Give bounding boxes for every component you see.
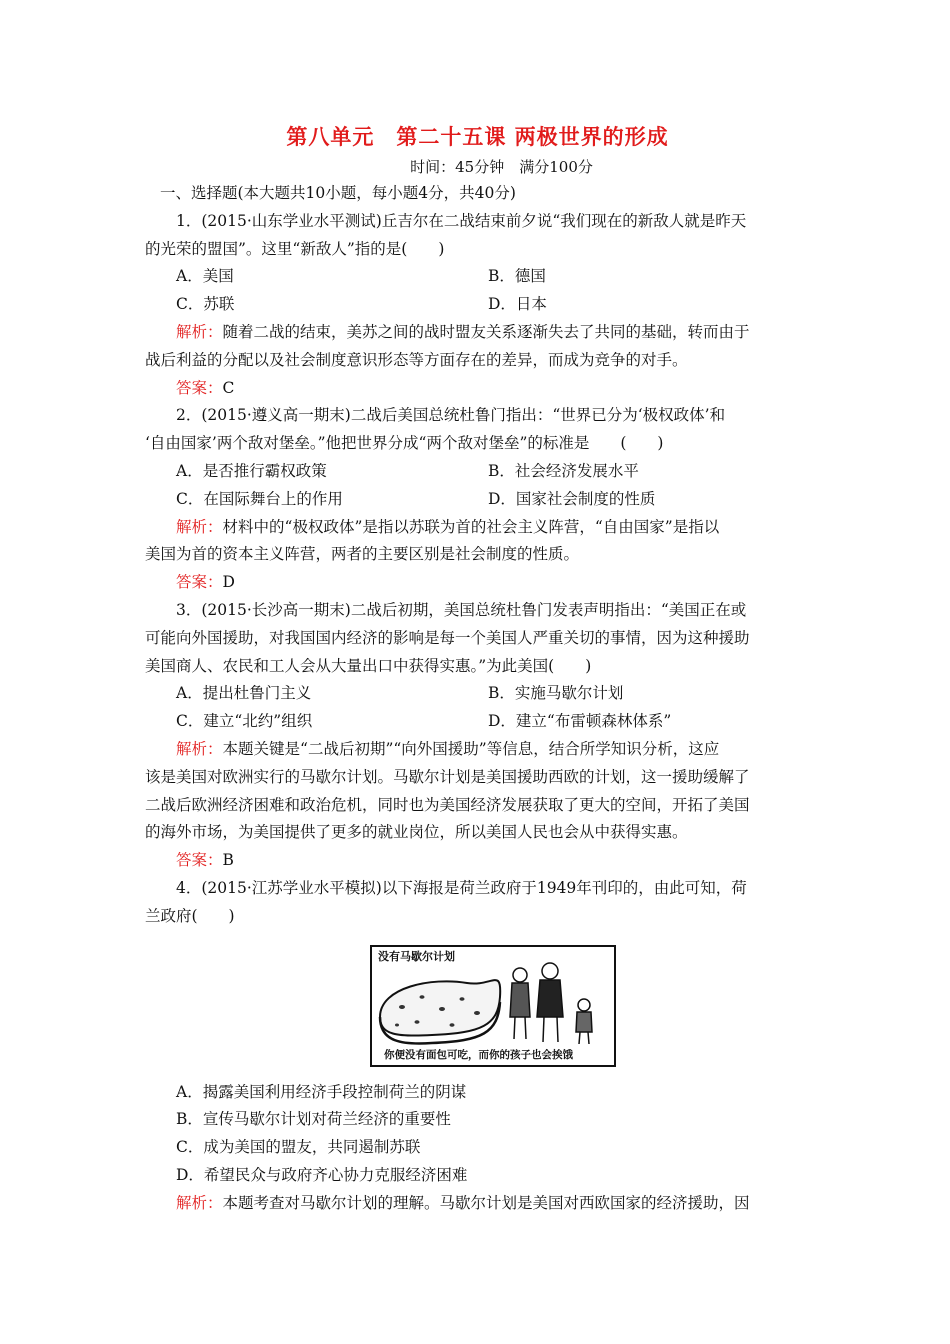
q1-line-1: 1．(2015·山东学业水平测试)丘吉尔在二战结束前夕说“我们现在的新敌人就是昨天 [176,211,747,230]
q2-analysis-text: 材料中的“极权政体”是指以苏联为首的社会主义阵营，“自由国家”是指以 [222,517,720,536]
q1-analysis-line-1 [145,319,810,347]
answer-label: 答案： [176,573,223,592]
document-page [145,120,810,1218]
q2-answer [145,569,810,597]
q2-option-b: B．社会经济发展水平 [488,461,639,480]
q4-option-c: C．成为美国的盟友，共同遏制苏联 [176,1138,421,1157]
q2-analysis-line-2: 美国为首的资本主义阵营，两者的主要区别是社会制度的性质。 [145,545,580,564]
answer-label: 答案： [176,851,223,870]
q2-line-2: ‘自由国家’两个敌对堡垒。”他把世界分成“两个敌对堡垒”的标准是 ( ) [145,434,664,453]
poster-illustration [372,947,614,1065]
q2-option-a: A．是否推行霸权政策 [176,461,327,480]
marshall-plan-poster [370,945,616,1067]
analysis-label: 解析： [176,517,223,536]
q4-line-2: 兰政府( ) [145,906,235,925]
poster-bottom-text: 你便没有面包可吃，而你的孩子也会挨饿 [384,1048,573,1061]
q4-option-d: D．希望民众与政府齐心协力克服经济困难 [176,1165,468,1184]
q2-answer-value: D [222,573,235,592]
q2-options-row-2 [145,486,810,514]
q3-analysis-line-2: 该是美国对欧洲实行的马歇尔计划。马歇尔计划是美国援助西欧的计划，这一援助缓解了 [145,767,750,786]
analysis-label: 解析： [176,1193,223,1212]
q1-option-d: D．日本 [488,295,547,314]
poster-figure [145,931,810,1079]
q1-options-row-1 [145,263,810,291]
q1-answer-value: C [222,378,235,397]
q2-options-row-1 [145,458,810,486]
q3-answer [145,847,810,875]
q1-option-b: B．德国 [488,267,546,286]
q3-analysis-line-1 [145,736,810,764]
q2-option-c: C．在国际舞台上的作用 [176,489,343,508]
q4-analysis-text: 本题考查对马歇尔计划的理解。马歇尔计划是美国对西欧国家的经济援助，因 [222,1193,750,1212]
q2-option-d: D．国家社会制度的性质 [488,489,656,508]
q3-answer-value: B [222,851,234,870]
q3-analysis-text: 本题关键是“二战后初期”“向外国援助”等信息，结合所学知识分析，这应 [222,739,720,758]
q3-analysis-line-4: 的海外市场，为美国提供了更多的就业岗位，所以美国人民也会从中获得实惠。 [145,823,688,842]
page-title: 第八单元 第二十五课 两极世界的形成 [286,124,669,149]
q1-option-a: A．美国 [176,267,234,286]
q3-line-3: 美国商人、农民和工人会从大量出口中获得实惠。”为此美国( ) [145,656,592,675]
q1-option-c: C．苏联 [176,295,235,314]
q4-analysis-line-1 [145,1190,810,1218]
q1-line-2: 的光荣的盟国”。这里“新敌人”指的是( ) [145,239,445,258]
q4-line-1: 4．(2015·江苏学业水平模拟)以下海报是荷兰政府于1949年刊印的，由此可知，荷 [176,878,747,897]
q2-line-1: 2．(2015·遵义高一期末)二战后美国总统杜鲁门指出：“世界已分为‘极权政体’和 [176,406,726,425]
q3-options-row-2 [145,708,810,736]
q3-option-b: B．实施马歇尔计划 [488,684,624,703]
children-icon [510,963,592,1044]
q4-option-b: B．宣传马歇尔计划对荷兰经济的重要性 [176,1110,451,1129]
exam-meta: 时间：45分钟 满分100分 [410,158,593,176]
q3-line-1: 3．(2015·长沙高一期末)二战后初期，美国总统杜鲁门发表声明指出：“美国正在或 [176,600,747,619]
q3-option-c: C．建立“北约”组织 [176,712,313,731]
q3-option-d: D．建立“布雷顿森林体系” [488,712,672,731]
analysis-label: 解析： [176,322,223,341]
poster-top-text: 没有马歇尔计划 [378,949,455,963]
q2-analysis-line-1 [145,514,810,542]
q3-options-row-1 [145,680,810,708]
q3-line-2: 可能向外国援助，对我国国内经济的影响是每一个美国人严重关切的事情，因为这种援助 [145,628,750,647]
section-heading: 一、选择题(本大题共10小题，每小题4分，共40分) [160,184,516,202]
q1-analysis-text: 随着二战的结束，美苏之间的战时盟友关系逐渐失去了共同的基础，转而由于 [222,322,750,341]
answer-label: 答案： [176,378,223,397]
q4-option-a: A．揭露美国利用经济手段控制荷兰的阴谋 [176,1082,467,1101]
q1-analysis-line-2: 战后利益的分配以及社会制度意识形态等方面存在的差异，而成为竞争的对手。 [145,350,688,369]
q1-options-row-2 [145,291,810,319]
q3-option-a: A．提出杜鲁门主义 [176,684,312,703]
q3-analysis-line-3: 二战后欧洲经济困难和政治危机，同时也为美国经济发展获取了更大的空间，开拓了美国 [145,795,750,814]
analysis-label: 解析： [176,739,223,758]
q1-answer [145,375,810,403]
